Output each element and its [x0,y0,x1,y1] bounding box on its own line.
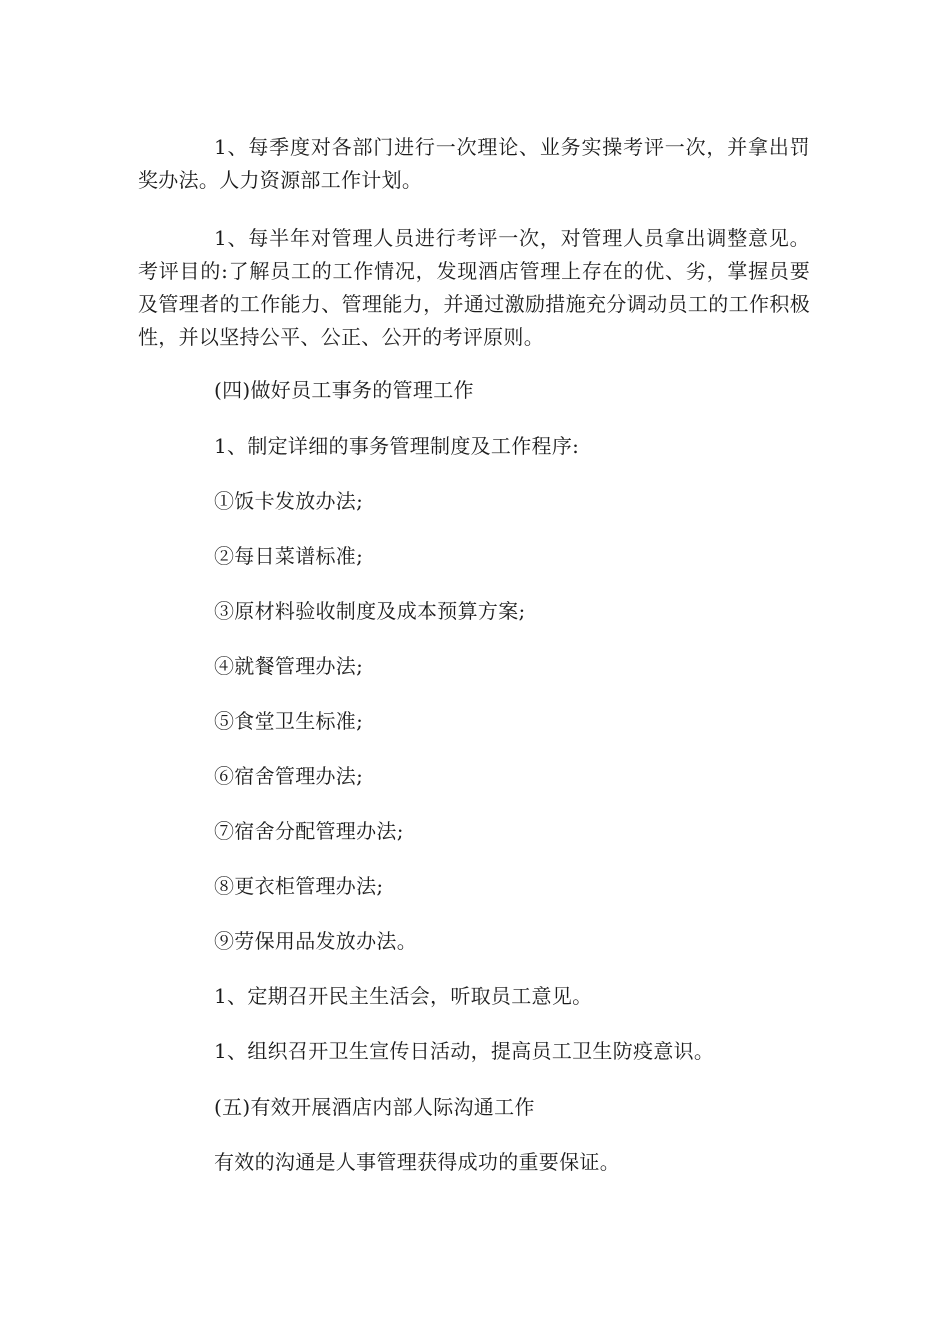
paragraph-semiannual-review: 1、每半年对管理人员进行考评一次，对管理人员拿出调整意见。考评目的:了解员工的工作情况，发现酒店管理上存在的优、劣，掌握员要及管理者的工作能力、管理能力，并通过激励措施充分调动员工的工作积极性，并以坚持公平、公正、公开的考评原则。 [138,226,810,349]
item-democratic-meeting: 1、定期召开民主生活会，听取员工意见。 [214,984,593,1008]
paragraph-quarterly-review: 1、每季度对各部门进行一次理论、业务实操考评一次，并拿出罚奖办法。人力资源部工作计划。 [138,135,810,192]
sub-item-3: ③原材料验收制度及成本预算方案; [214,599,526,623]
section-heading-4: (四)做好员工事务的管理工作 [214,378,474,402]
sub-item-2: ②每日菜谱标准; [214,544,364,568]
sub-item-5: ⑤食堂卫生标准; [214,709,364,733]
sub-item-4: ④就餐管理办法; [214,654,364,678]
item-hygiene-day: 1、组织召开卫生宣传日活动，提高员工卫生防疫意识。 [214,1039,715,1063]
closing-sentence: 有效的沟通是人事管理获得成功的重要保证。 [214,1150,620,1174]
sub-item-9: ⑨劳保用品发放办法。 [214,929,417,953]
section-heading-5: (五)有效开展酒店内部人际沟通工作 [214,1095,535,1119]
sub-item-8: ⑧更衣柜管理办法; [214,874,384,898]
sub-item-7: ⑦宿舍分配管理办法; [214,819,404,843]
sub-item-6: ⑥宿舍管理办法; [214,764,364,788]
item-management-rules: 1、制定详细的事务管理制度及工作程序: [214,434,580,458]
sub-item-1: ①饭卡发放办法; [214,489,364,513]
